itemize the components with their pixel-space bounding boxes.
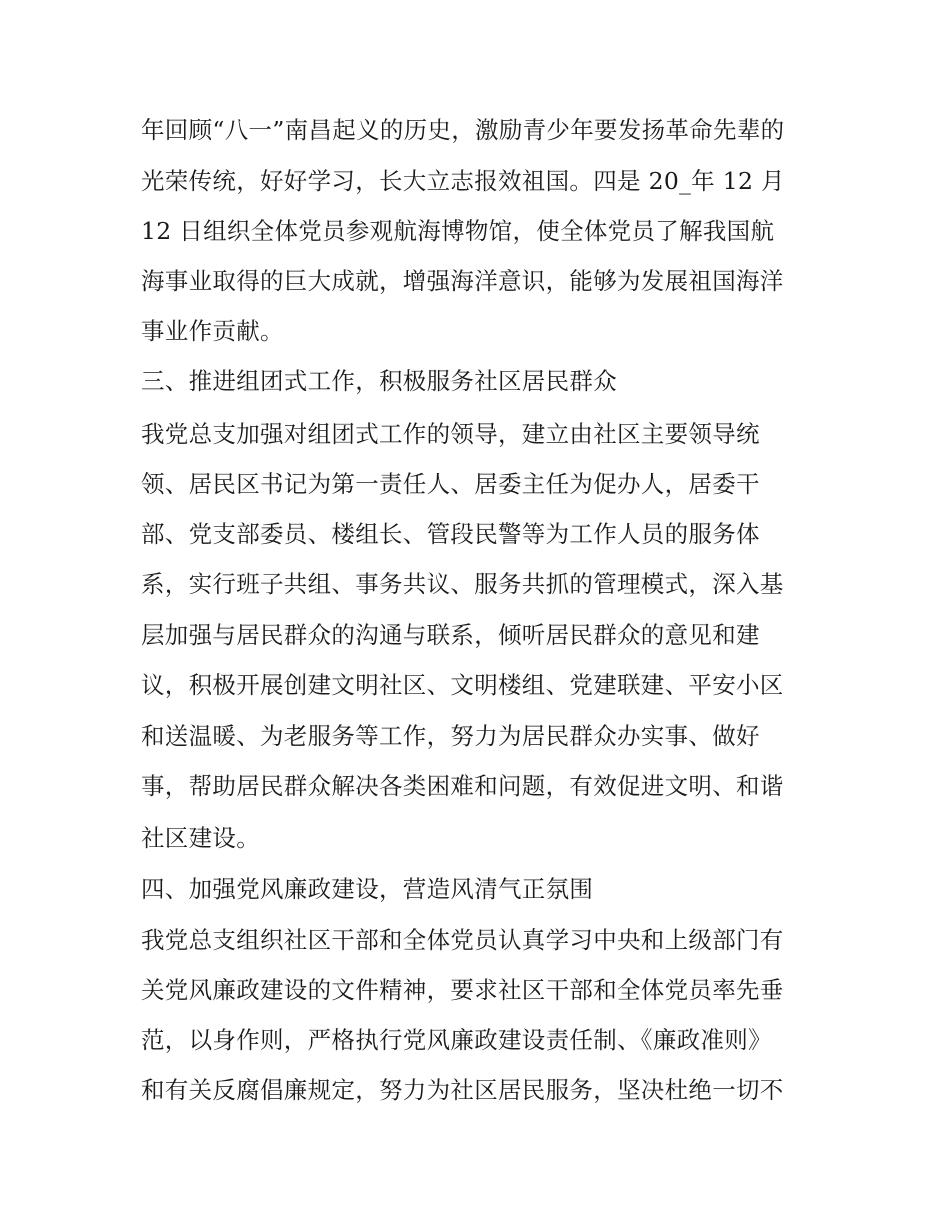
text-line: 和送温暖、为老服务等工作，努力为居民群众办实事、做好 (141, 722, 760, 750)
text-line: 系，实行班子共组、事务共议、服务共抓的管理模式，深入基 (141, 570, 784, 598)
text-line: 事业作贡献。 (141, 317, 284, 345)
section-heading: 三、推进组团式工作，积极服务社区居民群众 (141, 367, 617, 395)
text-line: 部、党支部委员、楼组长、管段民警等为工作人员的服务体 (141, 520, 760, 548)
text-line: 事，帮助居民群众解决各类困难和问题，有效促进文明、和谐 (141, 772, 784, 800)
text-line: 年回顾“八一”南昌起义的历史，激励青少年要发扬革命先辈的 (141, 116, 785, 144)
text-line: 光荣传统，好好学习，长大立志报效祖国。四是 20_年 12 月 (141, 167, 785, 195)
text-line: 海事业取得的巨大成就，增强海洋意识，能够为发展祖国海洋 (141, 267, 784, 295)
text-line: 关党风廉政建设的文件精神，要求社区干部和全体党员率先垂 (141, 976, 784, 1004)
text-line: 我党总支加强对组团式工作的领导，建立由社区主要领导统 (141, 420, 760, 448)
text-line: 社区建设。 (141, 824, 260, 852)
text-line: 我党总支组织社区干部和全体党员认真学习中央和上级部门有 (141, 926, 784, 954)
text-line: 层加强与居民群众的沟通与联系，倾听居民群众的意见和建 (141, 621, 760, 649)
section-heading: 四、加强党风廉政建设，营造风清气正氛围 (141, 875, 594, 903)
text-line: 领、居民区书记为第一责任人、居委主任为促办人，居委干 (141, 470, 760, 498)
text-line: 和有关反腐倡廉规定，努力为社区居民服务，坚决杜绝一切不 (141, 1076, 784, 1104)
text-line: 12 日组织全体党员参观航海博物馆，使全体党员了解我国航 (141, 217, 775, 245)
text-line: 议，积极开展创建文明社区、文明楼组、党建联建、平安小区 (141, 671, 784, 699)
text-line: 范，以身作则，严格执行党风廉政建设责任制、《廉政准则》 (141, 1026, 772, 1054)
